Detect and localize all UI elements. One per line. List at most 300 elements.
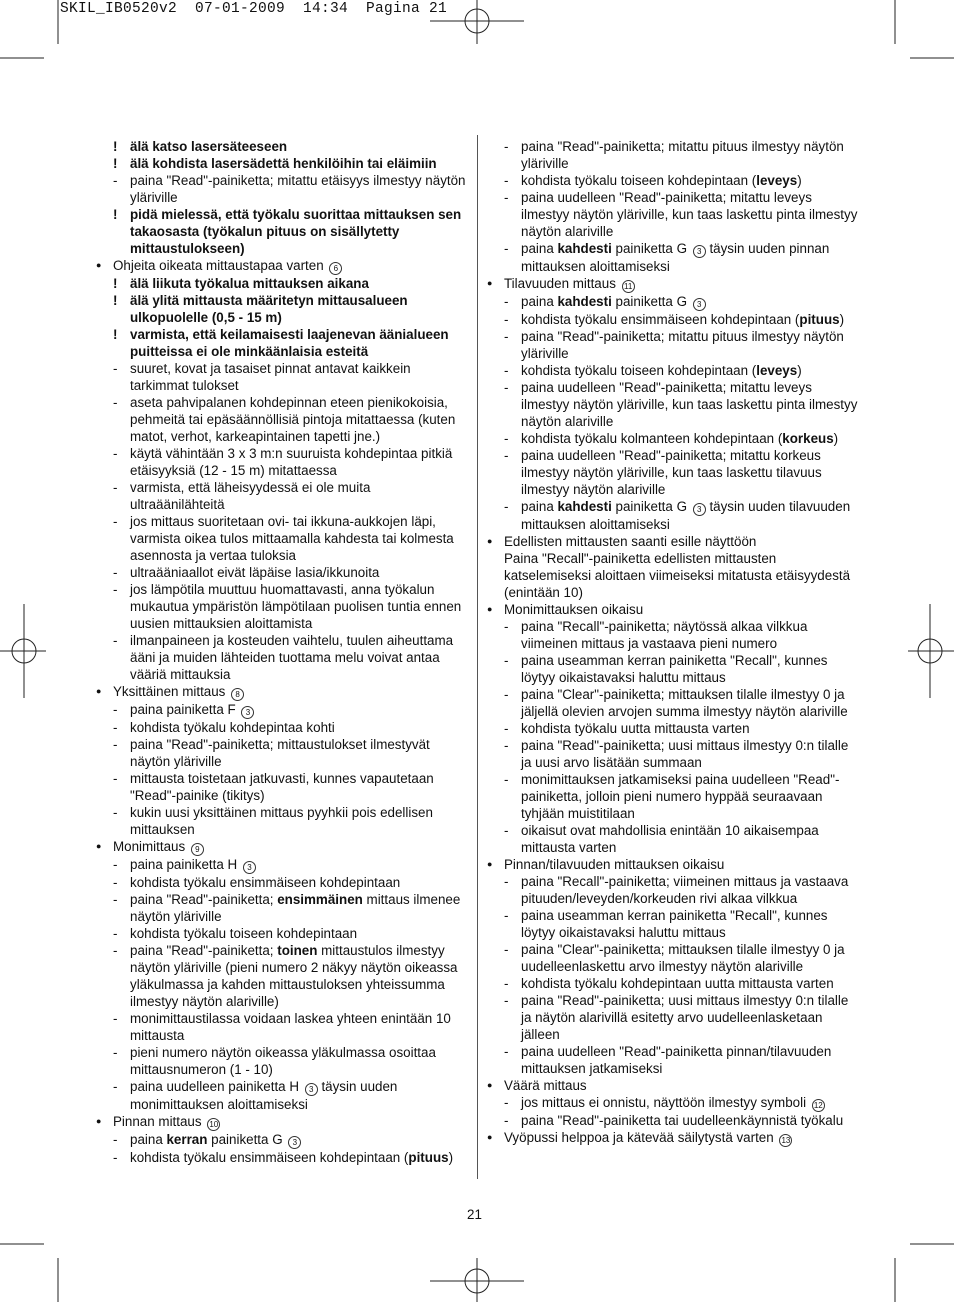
item-text (521, 240, 859, 275)
dash-mark: - (113, 173, 118, 188)
dash-mark: - (113, 1132, 118, 1147)
dash-mark: - (504, 772, 509, 787)
bold-text: kahdesti (557, 294, 612, 309)
dash-mark: - (504, 448, 509, 463)
item-text (130, 479, 468, 513)
print-header: SKIL_IB0520v2 07-01-2009 14:34 Pagina 21 (60, 1, 448, 17)
paragraph (487, 550, 859, 601)
item-text (521, 975, 859, 992)
dash-mark: - (113, 857, 118, 872)
text-run: monimittauksen jatkamiseksi paina uudelleen "Read"-painiketta, jolloin pieni numero hyppää seuraavaan tyhjään muistitilaan (521, 772, 840, 821)
item-text (504, 275, 859, 293)
dash-mark: - (504, 908, 509, 923)
item-text (113, 257, 468, 275)
text-run: ) (797, 363, 802, 378)
bullet-item (487, 601, 859, 618)
item-text (521, 652, 859, 686)
item-text (130, 394, 468, 445)
bullet-item (96, 1113, 468, 1131)
item-text (130, 292, 468, 326)
item-text (504, 856, 859, 873)
page-number: 21 (467, 1207, 482, 1222)
figure-ref-circled: 3 (243, 861, 256, 874)
dash-item (487, 720, 859, 737)
dash-item (96, 874, 468, 891)
text-run: Monimittaus (113, 839, 189, 854)
item-text (130, 581, 468, 632)
warning-mark: ! (113, 139, 118, 154)
dash-mark: - (504, 173, 509, 188)
text-run: paina "Read"-painiketta; mitattu pituus ilmestyy näytön yläriville (521, 139, 844, 171)
item-text (130, 736, 468, 770)
text-run: paina "Read"-painiketta; (130, 943, 278, 958)
dash-item (487, 447, 859, 498)
item-text (487, 550, 859, 601)
text-run: (työkalun pituus on sisällytetty mittaustulokseen) (130, 224, 400, 256)
bullet-item (96, 257, 468, 275)
item-text (521, 1112, 859, 1129)
item-text (521, 992, 859, 1043)
dash-item (96, 564, 468, 581)
figure-ref-circled: 13 (779, 1134, 792, 1147)
dash-item (487, 362, 859, 379)
text-run: ) (839, 312, 845, 327)
item-text (130, 206, 468, 257)
bold-text: korkeus (782, 431, 834, 446)
item-text (521, 737, 859, 771)
item-text (130, 874, 468, 891)
text-run: kohdista työkalu ensimmäiseen kohdepintaan ( (521, 312, 800, 327)
dash-mark: - (113, 926, 118, 941)
dash-item (487, 737, 859, 771)
dash-item (487, 1043, 859, 1077)
item-text (504, 601, 859, 618)
dash-item (487, 430, 859, 447)
text-run: monimittaustilassa voidaan laskea yhteen enintään 10 mittausta (130, 1011, 451, 1043)
text-run: täysin uuden tilavuuden mittauksen aloittamiseksi (521, 499, 851, 532)
item-text (521, 498, 859, 533)
warning-mark: ! (113, 276, 118, 291)
item-text (130, 925, 468, 942)
dash-mark: - (113, 1011, 118, 1026)
bullet-icon: ● (96, 686, 102, 696)
text-run: paina uudelleen "Read"-painiketta; mitattu leveys ilmestyy näytön yläriville, kun taas laskettu pinta ilmestyy näytön alariville (521, 380, 858, 429)
dash-item (96, 172, 468, 206)
item-text (521, 311, 859, 328)
text-run: jos mittaus suoritetaan ovi- tai ikkuna-aukkojen läpi, varmista oikea tulos mittaamalla kahdesta tai kolmesta asennosta ja vertaa tuloksia (130, 514, 454, 563)
bullet-icon: ● (96, 1116, 102, 1126)
text-run: paina uudelleen "Read"-painiketta; mitattu korkeus ilmestyy näytön yläriville, kun taas laskettu tilavuus ilmestyy näytön alariville (521, 448, 822, 497)
text-run: painiketta G (207, 1132, 287, 1147)
dash-mark: - (113, 514, 118, 529)
bullet-icon: ● (487, 859, 493, 869)
dash-mark: - (113, 633, 118, 648)
dash-item (96, 856, 468, 874)
dash-item (96, 445, 468, 479)
text-run: Pinnan/tilavuuden mittauksen oikaisu (504, 857, 725, 872)
text-run: kohdista työkalu kohdepintaa kohti (130, 720, 335, 735)
dash-mark: - (504, 190, 509, 205)
bold-text: älä liikuta työkalua mittauksen aikana (130, 276, 369, 291)
text-run: täysin uuden monimittauksen aloittamiseksi (130, 1079, 398, 1112)
text-run: ilmanpaineen ja kosteuden vaihtelu, tuulen aiheuttama ääni ja muiden lähteiden tuottama melu voivat antaa vääriä mittauksia (130, 633, 454, 682)
bullet-item (487, 856, 859, 873)
dash-item (487, 618, 859, 652)
dash-mark: - (113, 943, 118, 958)
dash-mark: - (504, 499, 509, 514)
warning-mark: ! (113, 327, 118, 342)
item-text (504, 1077, 859, 1094)
item-text (521, 328, 859, 362)
item-text (130, 155, 468, 172)
item-text (130, 172, 468, 206)
item-text (521, 189, 859, 240)
dash-item (487, 1112, 859, 1129)
dash-item (487, 189, 859, 240)
text-run: Tilavuuden mittaus (504, 276, 620, 291)
text-run: paina useamman kerran painiketta "Recall", kunnes löytyy oikaistavaksi haluttu mittaus (521, 908, 828, 940)
item-text (521, 1094, 859, 1112)
bullet-icon: ● (487, 278, 493, 288)
bullet-icon: ● (96, 841, 102, 851)
left-column (96, 138, 468, 1166)
bold-text: leveys (756, 363, 798, 378)
bullet-item (96, 838, 468, 856)
bullet-icon: ● (487, 1080, 493, 1090)
bold-text: älä ylitä mittausta määritetyn mittausalueen ulkopuolelle (0,5 - 15 m) (130, 293, 408, 325)
figure-ref-circled: 10 (207, 1118, 220, 1131)
dash-item (487, 975, 859, 992)
dash-mark: - (504, 431, 509, 446)
item-text (130, 1010, 468, 1044)
item-text (130, 275, 468, 292)
dash-item (487, 498, 859, 533)
dash-item (487, 822, 859, 856)
dash-item (96, 581, 468, 632)
warning-mark: ! (113, 156, 118, 171)
dash-item (96, 479, 468, 513)
text-run: painiketta G (611, 241, 691, 256)
bold-text: pituus (408, 1150, 449, 1165)
figure-ref-circled: 3 (693, 503, 706, 516)
text-run: paina "Read"-painiketta; uusi mittaus ilmestyy 0:n tilalle ja näytön alarivillä esitetty arvo uudelleenlasketaan jälleen (521, 993, 849, 1042)
text-run: paina "Read"-painiketta; mitattu pituus ilmestyy näytön yläriville (521, 329, 844, 361)
item-text (521, 430, 859, 447)
text-run: paina uudelleen "Read"-painiketta; mitattu leveys ilmestyy näytön yläriville, kun taas laskettu pinta ilmestyy näytön alariville (521, 190, 858, 239)
dash-mark: - (504, 738, 509, 753)
item-text (521, 907, 859, 941)
dash-item (96, 736, 468, 770)
text-run: Monimittauksen oikaisu (504, 602, 644, 617)
dash-item (96, 719, 468, 736)
item-text (521, 941, 859, 975)
dash-mark: - (113, 702, 118, 717)
dash-item (96, 360, 468, 394)
bullet-item (96, 683, 468, 701)
dash-mark: - (113, 720, 118, 735)
item-text (130, 445, 468, 479)
item-text (504, 1129, 859, 1147)
dash-item (96, 513, 468, 564)
dash-item (487, 240, 859, 275)
warning-item (96, 155, 468, 172)
text-run: pieni numero näytön oikeassa yläkulmassa osoittaa mittausnumeron (1 - 10) (130, 1045, 436, 1077)
text-run: mittaus ilmenee näytön yläriville (130, 892, 461, 924)
text-run: Paina "Recall"-painiketta edellisten mittausten katselemiseksi aloittaen viimeiseksi mitatusta etäisyydestä (enintään 10) (504, 551, 851, 600)
item-text (521, 873, 859, 907)
warning-item (96, 206, 468, 257)
item-text (130, 513, 468, 564)
item-text (521, 618, 859, 652)
bullet-icon: ● (487, 604, 493, 614)
text-run: paina "Clear"-painiketta; mittauksen tilalle ilmestyy 0 ja uudelleenlaskettu arvo ilmestyy näytön alariville (521, 942, 845, 974)
dash-mark: - (504, 993, 509, 1008)
bullet-icon: ● (487, 536, 493, 546)
dash-mark: - (504, 942, 509, 957)
item-text (113, 838, 468, 856)
dash-item (487, 652, 859, 686)
dash-mark: - (504, 312, 509, 327)
figure-ref-circled: 3 (693, 298, 706, 311)
dash-mark: - (504, 1044, 509, 1059)
item-text (521, 138, 859, 172)
dash-mark: - (504, 874, 509, 889)
item-text (521, 293, 859, 311)
dash-mark: - (504, 721, 509, 736)
item-text (521, 362, 859, 379)
item-text (130, 564, 468, 581)
text-run: ultraääniaallot eivät läpäise lasia/ikkunoita (130, 565, 380, 580)
dash-item (96, 1149, 468, 1166)
dash-item (487, 907, 859, 941)
dash-mark: - (113, 1150, 118, 1165)
bold-text: ensimmäinen (277, 892, 363, 907)
text-run: täysin uuden pinnan mittauksen aloittamiseksi (521, 241, 830, 274)
dash-mark: - (113, 446, 118, 461)
item-text (130, 360, 468, 394)
text-run: paina "Read"-painiketta; mitattu etäisyys ilmestyy näytön yläriville (130, 173, 466, 205)
dash-item (487, 1094, 859, 1112)
bold-text: pituus (799, 312, 840, 327)
dash-mark: - (113, 480, 118, 495)
dash-item (96, 942, 468, 1010)
bold-text: kerran (166, 1132, 208, 1147)
warning-mark: ! (113, 293, 118, 308)
figure-ref-circled: 6 (329, 262, 342, 275)
dash-mark: - (113, 805, 118, 820)
text-run: painiketta G (611, 294, 691, 309)
item-text (521, 379, 859, 430)
item-text (130, 891, 468, 925)
text-run: paina painiketta F (130, 702, 240, 717)
text-run: kohdista työkalu uutta mittausta varten (521, 721, 750, 736)
item-text (130, 804, 468, 838)
bold-text: leveys (756, 173, 798, 188)
dash-mark: - (504, 294, 509, 309)
bold-text: varmista, että keilamaisesti laajenevan äänialueen puitteissa ei ole minkäänlaisia esteitä (130, 327, 449, 359)
dash-mark: - (504, 329, 509, 344)
text-run: paina "Read"-painiketta tai uudelleenkäynnistä työkalu (521, 1113, 844, 1128)
item-text (521, 686, 859, 720)
text-run: Yksittäinen mittaus (113, 684, 230, 699)
text-run: Edellisten mittausten saanti esille näyttöön (504, 534, 757, 549)
item-text (521, 447, 859, 498)
dash-mark: - (504, 1095, 509, 1110)
text-run: paina (521, 294, 558, 309)
dash-mark: - (504, 139, 509, 154)
text-run: kohdista työkalu toiseen kohdepintaan (130, 926, 358, 941)
dash-item (96, 1010, 468, 1044)
text-run: paina (521, 241, 558, 256)
bold-text: kahdesti (557, 241, 612, 256)
dash-item (96, 1131, 468, 1149)
item-text (521, 822, 859, 856)
dash-mark: - (504, 619, 509, 634)
figure-ref-circled: 8 (231, 688, 244, 701)
bullet-icon: ● (96, 260, 102, 270)
text-run: oikaisut ovat mahdollisia enintään 10 aikaisempaa mittausta varten (521, 823, 819, 855)
text-run: paina "Clear"-painiketta; mittauksen tilalle ilmestyy 0 ja jäljellä olevien arvojen summa ilmestyy näytön alariville (521, 687, 848, 719)
bold-text: kahdesti (557, 499, 612, 514)
bullet-icon: ● (487, 1132, 493, 1142)
warning-mark: ! (113, 207, 118, 222)
figure-ref-circled: 3 (288, 1136, 301, 1149)
dash-item (487, 686, 859, 720)
dash-item (96, 770, 468, 804)
dash-item (96, 925, 468, 942)
item-text (521, 172, 859, 189)
text-run: ) (448, 1150, 454, 1165)
figure-ref-circled: 9 (191, 843, 204, 856)
text-run: kohdista työkalu ensimmäiseen kohdepintaan (130, 875, 401, 890)
dash-item (487, 771, 859, 822)
dash-item (487, 138, 859, 172)
item-text (130, 1078, 468, 1113)
bold-text: älä katso lasersäteeseen (130, 139, 288, 154)
bullet-item (487, 275, 859, 293)
bold-text: toinen (277, 943, 318, 958)
text-run: ) (797, 173, 802, 188)
item-text (521, 720, 859, 737)
text-run: Vyöpussi helppoa ja kätevää säilytystä varten (504, 1130, 778, 1145)
dash-mark: - (113, 565, 118, 580)
figure-ref-circled: 3 (305, 1083, 318, 1096)
bullet-item (487, 533, 859, 550)
text-run: kohdista työkalu kolmanteen kohdepintaan ( (521, 431, 783, 446)
item-text (130, 701, 468, 719)
text-run: kukin uusi yksittäinen mittaus pyyhkii pois edellisen mittauksen (130, 805, 433, 837)
dash-mark: - (113, 1045, 118, 1060)
dash-item (96, 1044, 468, 1078)
dash-mark: - (113, 771, 118, 786)
bullet-item (487, 1077, 859, 1094)
text-run: mittausta toistetaan jatkuvasti, kunnes vapautetaan "Read"-painike (tikitys) (130, 771, 434, 803)
dash-mark: - (504, 823, 509, 838)
text-run: paina useamman kerran painiketta "Recall", kunnes löytyy oikaistavaksi haluttu mittaus (521, 653, 828, 685)
text-run: paina (130, 1132, 167, 1147)
dash-mark: - (113, 737, 118, 752)
dash-item (96, 891, 468, 925)
dash-mark: - (113, 395, 118, 410)
dash-mark: - (504, 653, 509, 668)
item-text (521, 771, 859, 822)
dash-item (96, 804, 468, 838)
text-run: suuret, kovat ja tasaiset pinnat antavat kaikkein tarkimmat tulokset (130, 361, 411, 393)
item-text (130, 1044, 468, 1078)
figure-ref-circled: 3 (693, 245, 706, 258)
text-run: Ohjeita oikeata mittaustapaa varten (113, 258, 328, 273)
figure-ref-circled: 12 (812, 1099, 825, 1112)
text-run: varmista, että läheisyydessä ei ole muita ultraäänilähteitä (130, 480, 371, 512)
item-text (504, 533, 859, 550)
figure-ref-circled: 11 (622, 280, 635, 293)
dash-item (96, 1078, 468, 1113)
dash-item (487, 293, 859, 311)
dash-item (487, 941, 859, 975)
text-run: mittaustulos ilmestyy näytön yläriville (pieni numero 2 näkyy näytön oikeassa yläkulmassa ja kahden mittaustuloksen yhteissumma ilmestyy näytön alariville) (130, 943, 458, 1009)
item-text (130, 719, 468, 736)
dash-item (487, 873, 859, 907)
item-text (130, 1149, 468, 1166)
text-run: paina uudelleen painiketta H (130, 1079, 303, 1094)
text-run: paina "Read"-painiketta; uusi mittaus ilmestyy 0:n tilalle ja uusi arvo lisätään summaan (521, 738, 849, 770)
text-run: ) (833, 431, 839, 446)
dash-item (96, 701, 468, 719)
text-run: kohdista työkalu toiseen kohdepintaan ( (521, 363, 757, 378)
text-run: kohdista työkalu ensimmäiseen kohdepintaan ( (130, 1150, 409, 1165)
column-divider (477, 135, 478, 1179)
dash-mark: - (113, 892, 118, 907)
text-run: paina (521, 499, 558, 514)
text-run: Väärä mittaus (504, 1078, 587, 1093)
text-run: aseta pahvipalanen kohdepinnan eteen pienikokoisia, pehmeitä tai epäsäännöllisiä pintoja mitattaessa (kuten matot, verhot, karkeapintainen tapetti jne.) (130, 395, 456, 444)
dash-item (487, 311, 859, 328)
dash-mark: - (504, 687, 509, 702)
text-run: painiketta G (611, 499, 691, 514)
text-run: käytä vähintään 3 x 3 m:n suuruista kohdepintaa pitkiä etäisyyksiä (12 - 15 m) mitattaessa (130, 446, 453, 478)
dash-mark: - (504, 976, 509, 991)
dash-mark: - (113, 361, 118, 376)
dash-mark: - (504, 380, 509, 395)
text-run: paina "Recall"-painiketta; näytössä alkaa vilkkua viimeinen mittaus ja vastaava pieni numero (521, 619, 808, 651)
dash-item (96, 632, 468, 683)
dash-item (487, 328, 859, 362)
dash-item (487, 992, 859, 1043)
dash-item (487, 379, 859, 430)
text-run: kohdista työkalu toiseen kohdepintaan ( (521, 173, 757, 188)
item-text (521, 1043, 859, 1077)
figure-ref-circled: 3 (241, 706, 254, 719)
text-run: paina "Recall"-painiketta; viimeinen mittaus ja vastaava pituuden/leveyden/korkeuden rivi alkaa vilkkua (521, 874, 849, 906)
item-text (130, 1131, 468, 1149)
text-run: paina uudelleen "Read"-painiketta pinnan/tilavuuden mittauksen jatkamiseksi (521, 1044, 832, 1076)
dash-item (96, 394, 468, 445)
warning-item (96, 326, 468, 360)
warning-item (96, 138, 468, 155)
dash-mark: - (113, 1079, 118, 1094)
item-text (130, 138, 468, 155)
item-text (130, 326, 468, 360)
item-text (130, 942, 468, 1010)
text-run: kohdista työkalu kohdepintaan uutta mittausta varten (521, 976, 834, 991)
bold-text: pidä mielessä, että työkalu suorittaa mittauksen sen takaosasta (130, 207, 462, 239)
text-run: jos mittaus ei onnistu, näyttöön ilmestyy symboli (521, 1095, 810, 1110)
text-run: paina "Read"-painiketta; mittaustulokset ilmestyvät näytön yläriville (130, 737, 430, 769)
bold-text: älä kohdista lasersädettä henkilöihin tai eläimiin (130, 156, 437, 171)
dash-mark: - (113, 875, 118, 890)
right-column (487, 138, 859, 1147)
dash-mark: - (504, 1113, 509, 1128)
